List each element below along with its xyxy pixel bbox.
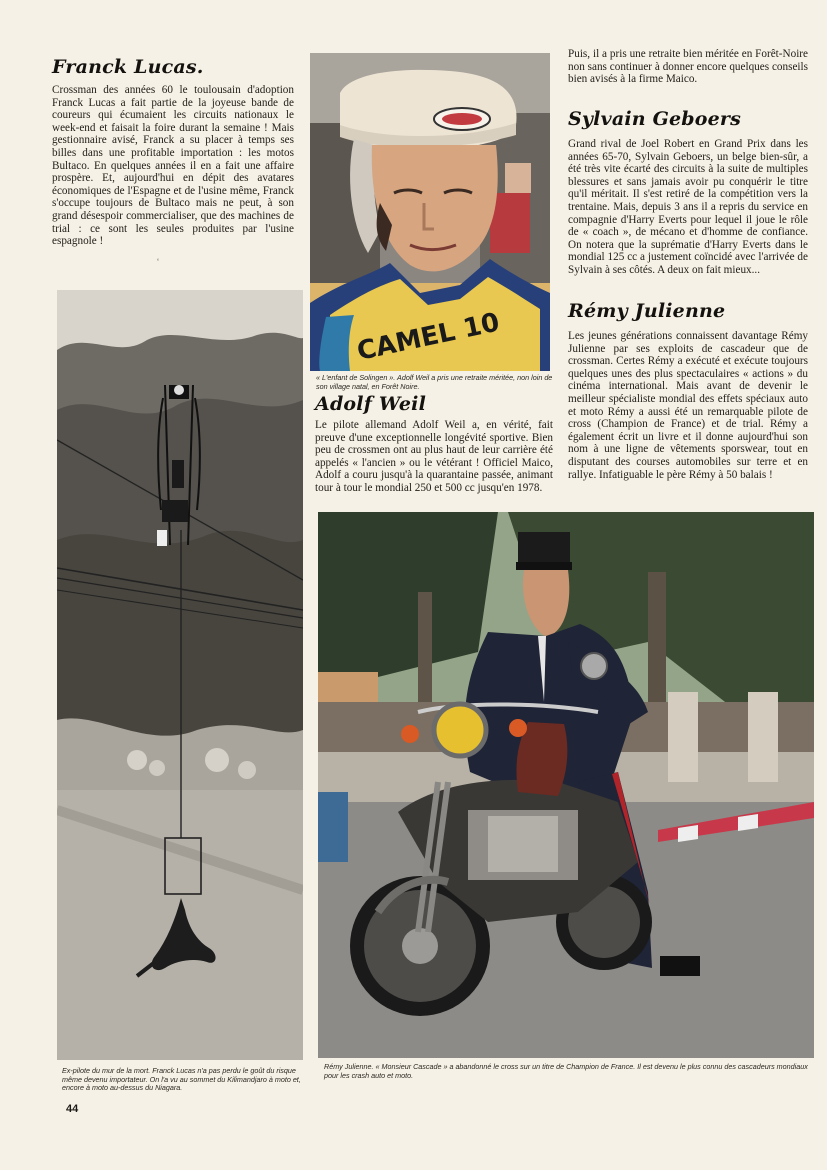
photo-adolf-weil-portrait — [310, 53, 550, 371]
stray-mark: ‘ — [157, 257, 159, 267]
photo-franck-lucas-highwire — [57, 290, 303, 1060]
article-franck-lucas: Crossman des années 60 le toulousain d'adoption Franck Lucas a fait partie de la joyeuse bande de coureurs qui écumaient les circuits nationaux le week-end et faisait la foire durant la semaine ! Mais gestionnaire avisé, Franck a su placer à temps ses billes dans une profitable importation : les motos Bultaco. En quelques années il en a fait une affaire prospère. Et, aujourd'hui en dépit des avatares économiques de l'Espagne et de l'usine même, Franck s'occupe toujours de Bultaco mais ne peut, à son grand désespoir commercialiser, que des machines de trial : ce sont les seules produites par l'usine espagnole ! — [52, 84, 294, 248]
heading-adolf-weil: Adolf Weil — [315, 393, 427, 415]
caption-remy-julienne-photo: Rémy Julienne. « Monsieur Cascade » a abandonné le cross sur un titre de Champion de France. Il est devenu le plus connu des cascadeurs mondiaux pour les crash auto et moto. — [324, 1062, 808, 1080]
bib-number-text: CAMEL 10 — [354, 307, 503, 367]
article-remy-julienne: Les jeunes générations connaissent davantage Rémy Julienne par ses exploits de cascadeur que de crossman. Certes Rémy a exécuté et exécute toujours quelques unes des plus spectaculaires « actions » du cinéma international. Mais avant de devenir le meilleur spécialiste mondial des effets spéciaux auto et moto Rémy a aussi été un remarquable pilote de cross (Champion de France) et de trial. Rémy a également écrit un livre et il donne aujourd'hui son nom à une ligne de vêtements sporswear, tout en disputant des courses automobiles sur terre et en rallye. Infatiguable le père Rémy à 50 balais ! — [568, 330, 808, 481]
caption-adolf-weil-photo: « L'enfant de Solingen ». Adolf Weil a pris une retraite méritée, non loin de son village natal, en Forêt Noire. — [316, 373, 553, 391]
article-adolf-weil: Le pilote allemand Adolf Weil a, en vérité, fait preuve d'une exceptionnelle longévité sportive. Bien peu de crossmen ont au plus haut de leur carrière été appelés « l'ancien » ou le vétérant ! Officiel Maico, Adolf a couru jusqu'à la quarantaine passée, animant tour à tour le mondial 250 et 500 cc jusqu'en 1978. — [315, 419, 553, 494]
heading-sylvain-geboers: Sylvain Geboers — [568, 108, 742, 130]
heading-franck-lucas: Franck Lucas. — [52, 56, 204, 78]
photo-remy-julienne-motorcycle — [318, 512, 814, 1058]
article-adolf-weil-continued: Puis, il a pris une retraite bien méritée en Forêt-Noire non sans continuer à donner encore quelques conseils bien avisés à la firme Maico. — [568, 48, 808, 86]
page-number: 44 — [66, 1103, 79, 1115]
heading-remy-julienne: Rémy Julienne — [568, 300, 726, 322]
caption-franck-lucas-photo: Ex-pilote du mur de la mort. Franck Lucas n'a pas perdu le goût du risque même devenu importateur. On l'a vu au sommet du Kilimandjaro à moto et, encore à moto au-dessus du Niagara. — [62, 1066, 301, 1093]
article-sylvain-geboers: Grand rival de Joel Robert en Grand Prix dans les années 65-70, Sylvain Geboers, un belge bien-sûr, a été très vite écarté des circuits à la suite de multiples blessures et sans jamais avoir pu conquérir le titre qu'il méritait. Il s'est retiré de la compétition vers la trentaine. Mais, depuis 3 ans il a repris du service en compagnie d'Harry Everts pour lequel il joue le rôle de « coach », de mécano et d'homme de confiance. On notera que la suprématie d'Harry Everts dans le mondial 125 cc a justement coïncidé avec l'arrivée de Sylvain à ses côtés. A deux on fait mieux... — [568, 138, 808, 276]
